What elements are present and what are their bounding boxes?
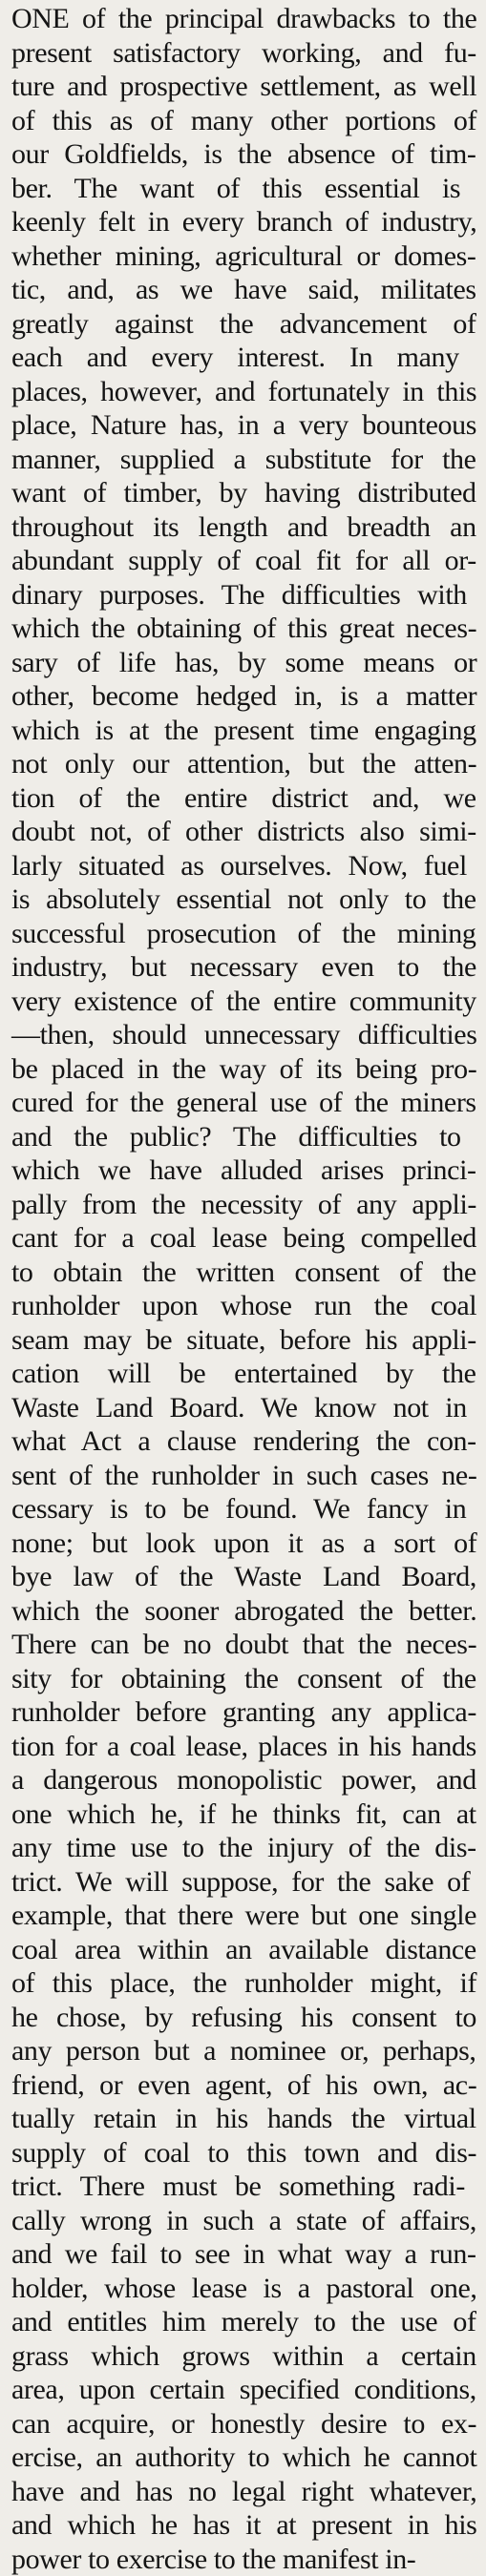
article-text-line: and we fail to see in what way a run- <box>11 2237 476 2272</box>
article-text-line: a dangerous monopolistic power, and <box>11 1763 476 1797</box>
article-text-line: sity for obtaining the consent of the <box>11 1662 476 1696</box>
article-text-line: example, that there were but one single <box>11 1899 476 1933</box>
article-text-line: and which he has it at present in his <box>11 2508 476 2543</box>
article-text-line: ONE of the principal drawbacks to the <box>11 2 476 36</box>
article-text-line: keenly felt in every branch of industry, <box>11 205 476 239</box>
article-text-line: he chose, by refusing his consent to <box>11 2001 476 2035</box>
article-text-line: want of timber, by having distributed <box>11 476 476 510</box>
article-text-line: power to exercise to the manifest in- <box>11 2543 476 2576</box>
article-text-line: trict. There must be something radi- <box>11 2170 476 2204</box>
article-text-line: which we have alluded arises princi- <box>11 1153 476 1188</box>
article-text-line: our Goldfields, is the absence of tim- <box>11 137 476 172</box>
article-text-line: ber. The want of this essential is <box>11 172 476 206</box>
article-text-line: whether mining, agricultural or domes- <box>11 239 476 274</box>
article-text-line: very existence of the entire community <box>11 985 476 1019</box>
article-text-line: cessary is to be found. We fancy in <box>11 1492 476 1527</box>
article-text-line: pally from the necessity of any appli- <box>11 1188 476 1222</box>
article-text-line: one which he, if he thinks fit, can at <box>11 1797 476 1832</box>
article-text-line: trict. We will suppose, for the sake of <box>11 1865 476 1900</box>
article-text-line: present satisfactory working, and fu- <box>11 36 476 71</box>
article-text-line: —then, should unnecessary difficulties <box>11 1018 476 1052</box>
article-text-line: doubt not, of other districts also simi- <box>11 815 476 849</box>
article-text-line: not only our attention, but the atten- <box>11 747 476 781</box>
article-text-line: holder, whose lease is a pastoral one, <box>11 2272 476 2306</box>
article-text-line: runholder upon whose run the coal <box>11 1289 476 1323</box>
article-text-line: of this place, the runholder might, if <box>11 1966 476 2001</box>
article-text-line: any time use to the injury of the dis- <box>11 1831 476 1865</box>
article-text-line: cant for a coal lease being compelled <box>11 1221 476 1256</box>
article-text-line: tion for a coal lease, places in his hands <box>11 1730 476 1764</box>
article-text-line: any person but a nominee or, perhaps, <box>11 2034 476 2068</box>
article-text-line: be placed in the way of its being pro- <box>11 1052 476 1087</box>
article-text-line: sent of the runholder in such cases ne- <box>11 1459 476 1493</box>
article-text-line: supply of coal to this town and dis- <box>11 2136 476 2171</box>
article-text-line: none; but look upon it as a sort of <box>11 1527 476 1561</box>
article-text-line: area, upon certain specified conditions, <box>11 2373 476 2407</box>
article-text-line: bye law of the Waste Land Board, <box>11 1560 476 1594</box>
article-text-line: sary of life has, by some means or <box>11 646 476 680</box>
article-text-line: runholder before granting any applica- <box>11 1695 476 1730</box>
article-text-line: tually retain in his hands the virtual <box>11 2102 476 2136</box>
article-text-line: tion of the entire district and, we <box>11 781 476 816</box>
article-text-line: greatly against the advancement of <box>11 307 476 342</box>
article-text-line: and the public? The difficulties to <box>11 1120 476 1154</box>
article-text-line: other, become hedged in, is a matter <box>11 679 476 714</box>
article-text-line: dinary purposes. The difficulties with <box>11 578 476 613</box>
article-text-line: ercise, an authority to which he cannot <box>11 2441 476 2475</box>
article-text-line: There can be no doubt that the neces- <box>11 1628 476 1662</box>
article-text-line: cured for the general use of the miners <box>11 1086 476 1120</box>
article-text-line: abundant supply of coal fit for all or- <box>11 544 476 578</box>
article-text-line: place, Nature has, in a very bounteous <box>11 408 476 443</box>
article-text-line: throughout its length and breadth an <box>11 510 476 545</box>
article-text-line: larly situated as ourselves. Now, fuel <box>11 849 476 883</box>
article-text-line: Waste Land Board. We know not in <box>11 1391 476 1425</box>
article-text-line: cally wrong in such a state of affairs, <box>11 2204 476 2238</box>
article-text-line: which the sooner abrogated the better. <box>11 1594 476 1629</box>
article-text-line: coal area within an available distance <box>11 1933 476 1967</box>
article-text-line: is absolutely essential not only to the <box>11 883 476 917</box>
article-text-line: cation will be entertained by the <box>11 1357 476 1391</box>
article-text-line: grass which grows within a certain <box>11 2339 476 2374</box>
article-text-line: which the obtaining of this great neces- <box>11 612 476 646</box>
article-text-line: ture and prospective settlement, as well <box>11 70 476 104</box>
article-text-line: of this as of many other portions of <box>11 104 476 138</box>
article-text-line: which is at the present time engaging <box>11 714 476 748</box>
article-text-line: manner, supplied a substitute for the <box>11 443 476 477</box>
article-text-line: places, however, and fortunately in this <box>11 375 476 409</box>
article-text-line: friend, or even agent, of his own, ac- <box>11 2068 476 2103</box>
article-text-line: what Act a clause rendering the con- <box>11 1424 476 1459</box>
article-text-line: industry, but necessary even to the <box>11 950 476 985</box>
article-text-line: each and every interest. In many <box>11 341 476 375</box>
article-text-line: to obtain the written consent of the <box>11 1256 476 1290</box>
article-text-line: have and has no legal right whatever, <box>11 2475 476 2509</box>
article-text-line: tic, and, as we have said, militates <box>11 273 476 307</box>
article-text-line: can acquire, or honestly desire to ex- <box>11 2407 476 2441</box>
article-text-line: and entitles him merely to the use of <box>11 2305 476 2339</box>
article-text-line: successful prosecution of the mining <box>11 917 476 951</box>
article-text-line: seam may be situate, before his appli- <box>11 1323 476 1358</box>
